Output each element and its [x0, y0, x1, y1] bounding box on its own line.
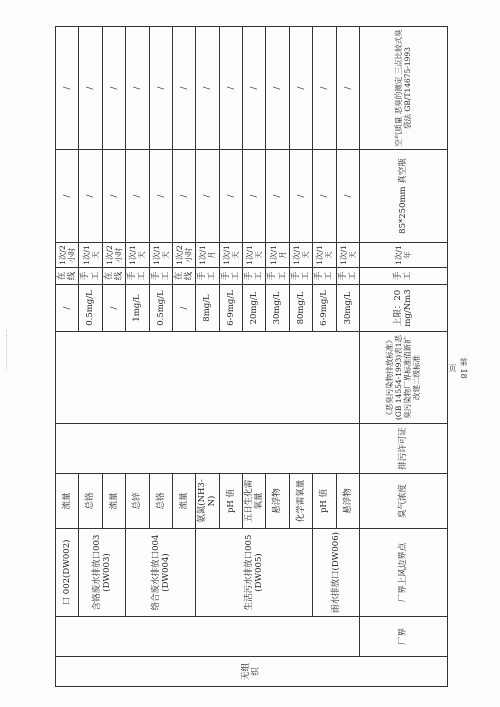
method-a-cell: 在线 [172, 268, 195, 285]
method-b-cell: 1次/1月 [196, 243, 219, 268]
monitoring-table [55, 26, 448, 687]
standard-cell: / [313, 27, 336, 150]
item-cell: pH 值 [219, 474, 242, 529]
method-b-cell: 1次/2小时 [102, 243, 125, 268]
standard-cell: / [126, 27, 149, 150]
odor-location-cell: 厂界上风边界点 [359, 529, 447, 617]
method-a-cell: 在线 [102, 268, 125, 285]
standard-cell: / [336, 27, 359, 150]
item-cell: pH 值 [313, 474, 336, 529]
odor-category-cell: 厂界 [359, 617, 447, 657]
location-cell: 口 002(DW002) [56, 529, 79, 617]
method-b-cell: 1次/1天 [219, 243, 242, 268]
limit-cell: 20mg/L [243, 285, 266, 332]
location-cell: 含铬废水排放口003(DW003) [79, 529, 126, 617]
standard-cell: / [102, 27, 125, 150]
method-b-cell: 1次/2小时 [56, 243, 79, 268]
standard-cell: / [196, 27, 219, 150]
method-b-cell: 1次/1天 [336, 243, 359, 268]
sampling-cell: / [126, 150, 149, 243]
item-cell: 悬浮物 [336, 474, 359, 529]
limit-cell: / [172, 285, 195, 332]
sampling-cell: / [196, 150, 219, 243]
location-cell: 生活污水排放口005(DW005) [196, 529, 313, 617]
method-b-cell: 1次/2小时 [172, 243, 195, 268]
sampling-cell: / [336, 150, 359, 243]
odor-item-cell: 臭气浓度 [359, 474, 447, 529]
method-b-cell: 1次/1天 [313, 243, 336, 268]
method-b-cell: 1次/1天 [79, 243, 102, 268]
item-cell: 氨氮(NH3-N) [196, 474, 219, 529]
item-cell: 流量 [56, 474, 79, 529]
sampling-cell: / [243, 150, 266, 243]
method-a-cell: 在线 [56, 268, 79, 285]
page-number: 第 18 页 [448, 357, 468, 379]
sampling-cell: / [56, 150, 79, 243]
method-b-cell: 1次/1天 [126, 243, 149, 268]
method-a-cell: 手工 [219, 268, 242, 285]
method-a-cell: 手工 [126, 268, 149, 285]
sampling-cell: / [102, 150, 125, 243]
limit-cell: 30mg/L [266, 285, 289, 332]
permit-cell-blank [56, 424, 360, 474]
odor-method-b-cell: 1次/1年 [359, 243, 447, 268]
unorganized-label: 无组织 [56, 657, 448, 687]
limit-cell: 8mg/L [196, 285, 219, 332]
sampling-cell: / [219, 150, 242, 243]
location-cell: 雨水排放口(DW006) [313, 529, 360, 617]
limit-cell: 80mg/L [289, 285, 312, 332]
item-cell: 五日生化需氧量 [243, 474, 266, 529]
odor-permit-cell: 排污许可证 [359, 424, 447, 474]
standard-cell: / [219, 27, 242, 150]
basis-cell-blank [56, 332, 360, 424]
location-cell: 络合废水排放口004(DW004) [126, 529, 196, 617]
limit-cell: / [56, 285, 79, 332]
sampling-cell: / [172, 150, 195, 243]
table-body [56, 27, 448, 687]
item-cell: 总铬 [149, 474, 172, 529]
blank-category-cell [56, 617, 360, 657]
method-a-cell: 手工 [266, 268, 289, 285]
odor-limit-cell: 上限：20mg/Nm3 [359, 285, 447, 332]
item-cell: 化学需氧量 [289, 474, 312, 529]
method-a-cell: 手工 [289, 268, 312, 285]
item-cell: 悬浮物 [266, 474, 289, 529]
limit-cell: 1mg/L [126, 285, 149, 332]
limit-cell: 6-9mg/L [313, 285, 336, 332]
method-a-cell: 手工 [313, 268, 336, 285]
standard-cell: / [172, 27, 195, 150]
sampling-cell: / [149, 150, 172, 243]
scan-artifact [6, 330, 11, 370]
standard-cell: / [79, 27, 102, 150]
method-a-cell: 手工 [196, 268, 219, 285]
sampling-cell: / [313, 150, 336, 243]
sampling-cell: / [79, 150, 102, 243]
standard-cell: / [289, 27, 312, 150]
limit-cell: 0.5mg/L [79, 285, 102, 332]
standard-cell: / [149, 27, 172, 150]
method-a-cell: 手工 [149, 268, 172, 285]
odor-row [359, 27, 447, 687]
method-b-cell: 1次/1月 [266, 243, 289, 268]
method-b-cell: 1次/1天 [149, 243, 172, 268]
odor-basis-cell: 《恶臭污染物排放标准》(GB 14554-1993)表1恶臭污染物厂界标准值新扩改建二级标准 [359, 332, 447, 424]
item-cell: 流量 [172, 474, 195, 529]
odor-method-a-cell: 手工 [359, 268, 447, 285]
limit-cell: 0.5mg/L [149, 285, 172, 332]
table-row [56, 27, 79, 687]
method-b-cell: 1次/1天 [243, 243, 266, 268]
standard-cell: / [243, 27, 266, 150]
method-b-cell: 1次/1天 [289, 243, 312, 268]
item-cell: 总锌 [126, 474, 149, 529]
method-a-cell: 手工 [79, 268, 102, 285]
odor-standard-cell: 空气质量 恶臭的测定 三点比较式臭袋法 GB/T14675-1993 [359, 27, 447, 150]
standard-cell: / [266, 27, 289, 150]
method-a-cell: 手工 [336, 268, 359, 285]
limit-cell: 6-9mg/L [219, 285, 242, 332]
limit-cell: / [102, 285, 125, 332]
item-cell: 总铬 [79, 474, 102, 529]
sampling-cell: / [289, 150, 312, 243]
method-a-cell: 手工 [243, 268, 266, 285]
item-cell: 流量 [102, 474, 125, 529]
standard-cell: / [56, 27, 79, 150]
odor-sampling-cell: 85*250mm 真空瓶 [359, 150, 447, 243]
sampling-cell: / [266, 150, 289, 243]
limit-cell: 30mg/L [336, 285, 359, 332]
rotated-table-wrapper [55, 27, 422, 687]
